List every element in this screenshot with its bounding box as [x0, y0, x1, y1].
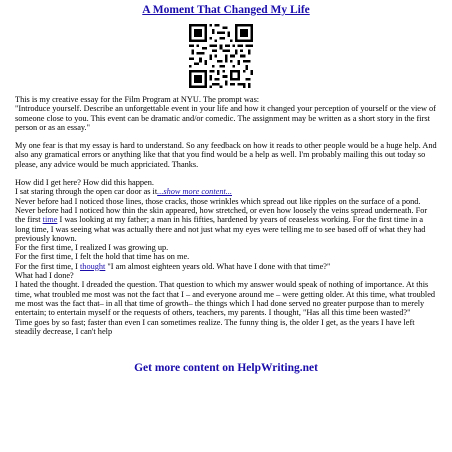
helpwriting-link[interactable]: Get more content on HelpWriting.net	[134, 362, 318, 374]
growing-up-line: For the first time, I realized I was growing up.	[15, 243, 169, 253]
staring-text: I sat staring through the open car door as it	[15, 187, 158, 197]
thought-link[interactable]: thought	[79, 261, 106, 271]
hated-paragraph: I hated the thought. I dreaded the question. That question to which my answer would speak of nothing of importance. At this time, what troubled me most was not the fact that I – and everyone around me – were getting older. At this time, what troubled me most was the fact that– in all that time of growth– the things which I had done served no greater purpose than to merely entertain; to entertain myself or the requests of others, teachers, my parents. I thought, "Has all this time been wasted?"	[15, 280, 436, 318]
thought-line	[15, 262, 439, 271]
show-more-link[interactable]: ...show more content...	[157, 187, 232, 197]
hold-line: For the first time, I felt the hold that time has on me.	[15, 252, 190, 262]
fear-paragraph: My one fear is that my essay is hard to understand. So any feedback on how it reads to other people would be a huge help. And also any gramatical errors or anything like that that you find would be a help as well. I'm probably mailing this out today so please, any advice would be much appriciated. Thanks.	[15, 141, 437, 169]
never-before-paragraph	[15, 197, 439, 243]
never-before-continued: I was looking at my father; a man in his fifties, hardened by years of ceaseless working. For the first time in a long time, I was seeing what was actually there and not just what my eyes were telling me to see based off of what they had previously known.	[15, 215, 426, 243]
qr-code	[189, 24, 253, 88]
what-done-line: What had I done?	[15, 271, 74, 281]
prompt-paragraph: "Introduce yourself. Describe an unforgettable event in your life and how it changed your perception of yourself or the view of someone close to you. This event can be dramatic and/or comedic. The assignment may be written as a short story in the first person or as an essay."	[15, 104, 436, 132]
question-line: How did I get here? How did this happen.	[15, 178, 154, 188]
intro-line: This is my creative essay for the Film Program at NYU. The prompt was:	[15, 95, 260, 104]
time-goes-paragraph: Time goes by so fast; faster than even I can sometimes realize. The funny thing is, the older I get, as the years I have left steadily decrease, I can't help	[15, 317, 415, 336]
never-before-text: Never before had I noticed those lines, those cracks, those wrinkles which spread out like ripples on the surface of a pond. Never before had I noticed how thin the skin appeared, how stretched, or even how loosely the veins spread underneath. For the first	[15, 196, 428, 225]
thought-quote: "I am almost eighteen years old. What have I done with that time?"	[105, 261, 331, 271]
time-link[interactable]: time	[42, 215, 58, 225]
thought-prefix: For the first time, I	[15, 261, 80, 271]
essay-body	[15, 95, 439, 336]
document-title[interactable]: A Moment That Changed My Life	[142, 4, 310, 16]
staring-line	[15, 187, 439, 196]
